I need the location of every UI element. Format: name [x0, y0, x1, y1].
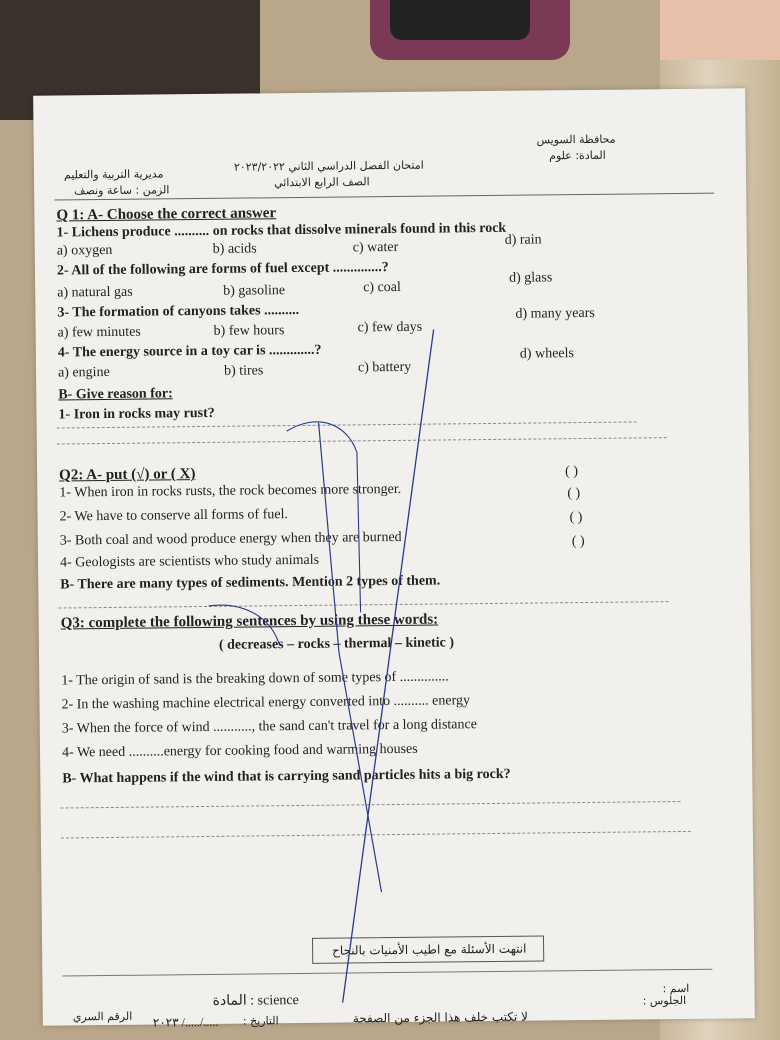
- q1-item-1-option-b: b) acids: [212, 241, 257, 257]
- q2-answer-box-2: ( ): [567, 486, 581, 502]
- q3-item-4: 4- We need ..........energy for cooking food and warming houses: [61, 741, 418, 761]
- q1-b-item-1: 1- Iron in rocks may rust?: [58, 405, 215, 423]
- footer-divider: [62, 969, 712, 977]
- q1-item-1-stem: 1- Lichens produce .......... on rocks that dissolve minerals found in this rock: [56, 220, 507, 241]
- q1-item-2-option-a: a) natural gas: [57, 284, 133, 301]
- name-label: اسم :: [662, 981, 690, 996]
- q1-item-2-stem: 2- All of the following are forms of fuel except ..............?: [56, 260, 389, 279]
- q1-item-4-option-b: b) tires: [223, 363, 264, 379]
- q1-item-4-option-a: a) engine: [57, 364, 110, 381]
- exam-paper: [33, 88, 755, 1030]
- q3-item-3: 3- When the force of wind ..........., the sand can't travel for a long distance: [61, 717, 477, 737]
- q2-item-4: 4- Geologists are scientists who study animals: [59, 552, 320, 571]
- q1-item-3-option-c: c) few days: [357, 319, 423, 336]
- q1-item-1-option-d: d) rain: [504, 232, 542, 248]
- q3-title: Q3: complete the following sentences by using these words:: [60, 611, 439, 632]
- q1-item-2-option-c: c) coal: [363, 279, 401, 296]
- answer-line: [61, 831, 691, 839]
- q1-item-3-option-b: b) few hours: [213, 323, 285, 339]
- q2-title: Q2: A- put (√) or ( X): [59, 466, 196, 484]
- q1-item-4-option-c: c) battery: [357, 359, 412, 376]
- q1-item-1-option-a: a) oxygen: [56, 242, 113, 259]
- q1-item-4-stem: 4- The energy source in a toy car is .............?: [57, 342, 322, 361]
- q1-b-title: B- Give reason for:: [58, 386, 173, 403]
- q1-item-3-option-a: a) few minutes: [57, 324, 141, 341]
- q2-answer-box-1: ( ): [565, 464, 579, 480]
- q2-b-text: B- There are many types of sediments. Mention 2 types of them.: [60, 573, 441, 593]
- phone-screen: [390, 0, 530, 40]
- q1-item-3-option-d: d) many years: [515, 305, 595, 322]
- q2-answer-box-3: ( ): [569, 510, 583, 526]
- header-governorate: محافظة السويس: [536, 132, 616, 147]
- q1-item-3-stem: 3- The formation of canyons takes ..........: [57, 302, 300, 321]
- q1-item-2-option-d: d) glass: [509, 270, 553, 286]
- q1-title: Q 1: A- Choose the correct answer: [56, 205, 277, 224]
- answer-line: [57, 437, 667, 444]
- do-not-write-text: لا تكتب خلف هذا الجزء من الصفحة: [352, 1009, 528, 1026]
- q3-word-bank: ( decreases – rocks – thermal – kinetic ): [218, 635, 455, 653]
- header-grade: الصف الرابع الابتدائي: [274, 175, 370, 190]
- good-luck-text: انتهت الأسئلة مع اطيب الأمنيات بالنجاح: [332, 941, 527, 958]
- answer-line: [59, 601, 669, 608]
- q3-item-1: 1- The origin of sand is the breaking down of some types of ..............: [61, 669, 449, 689]
- header-time: الزمن : ساعة ونصف: [74, 183, 170, 198]
- seat-label: الجلوس :: [642, 993, 687, 1008]
- footer-date-value: ٢٠٢٣ /...../.....: [152, 1014, 219, 1030]
- q1-item-4-option-d: d) wheels: [519, 346, 575, 362]
- answer-line: [61, 801, 681, 808]
- q1-item-2-option-b: b) gasoline: [223, 283, 286, 299]
- q3-b-text: B- What happens if the wind that is carrying sand particles hits a big rock?: [62, 766, 511, 787]
- q1-item-1-option-c: c) water: [352, 239, 399, 256]
- header-subject: المادة: علوم: [549, 148, 606, 163]
- serial-number-label: الرقم السري: [72, 1009, 133, 1024]
- q2-item-3: 3- Both coal and wood produce energy when they are burned: [59, 529, 402, 549]
- header-exam-title: امتحان الفصل الدراسي الثاني ٢٠٢٣/٢٠٢٢: [233, 158, 424, 174]
- footer-date-label: التاريخ :: [242, 1014, 279, 1028]
- header-directorate: مديرية التربية والتعليم: [63, 167, 164, 182]
- q2-item-2: 2- We have to conserve all forms of fuel.: [59, 507, 289, 525]
- q3-item-2: 2- In the washing machine electrical energy converted into .......... energy: [61, 693, 471, 713]
- q2-item-1: 1- When iron in rocks rusts, the rock becomes more stronger.: [59, 481, 402, 501]
- q2-answer-box-4: ( ): [571, 534, 585, 550]
- footer-subject: المادة : science: [212, 993, 299, 1009]
